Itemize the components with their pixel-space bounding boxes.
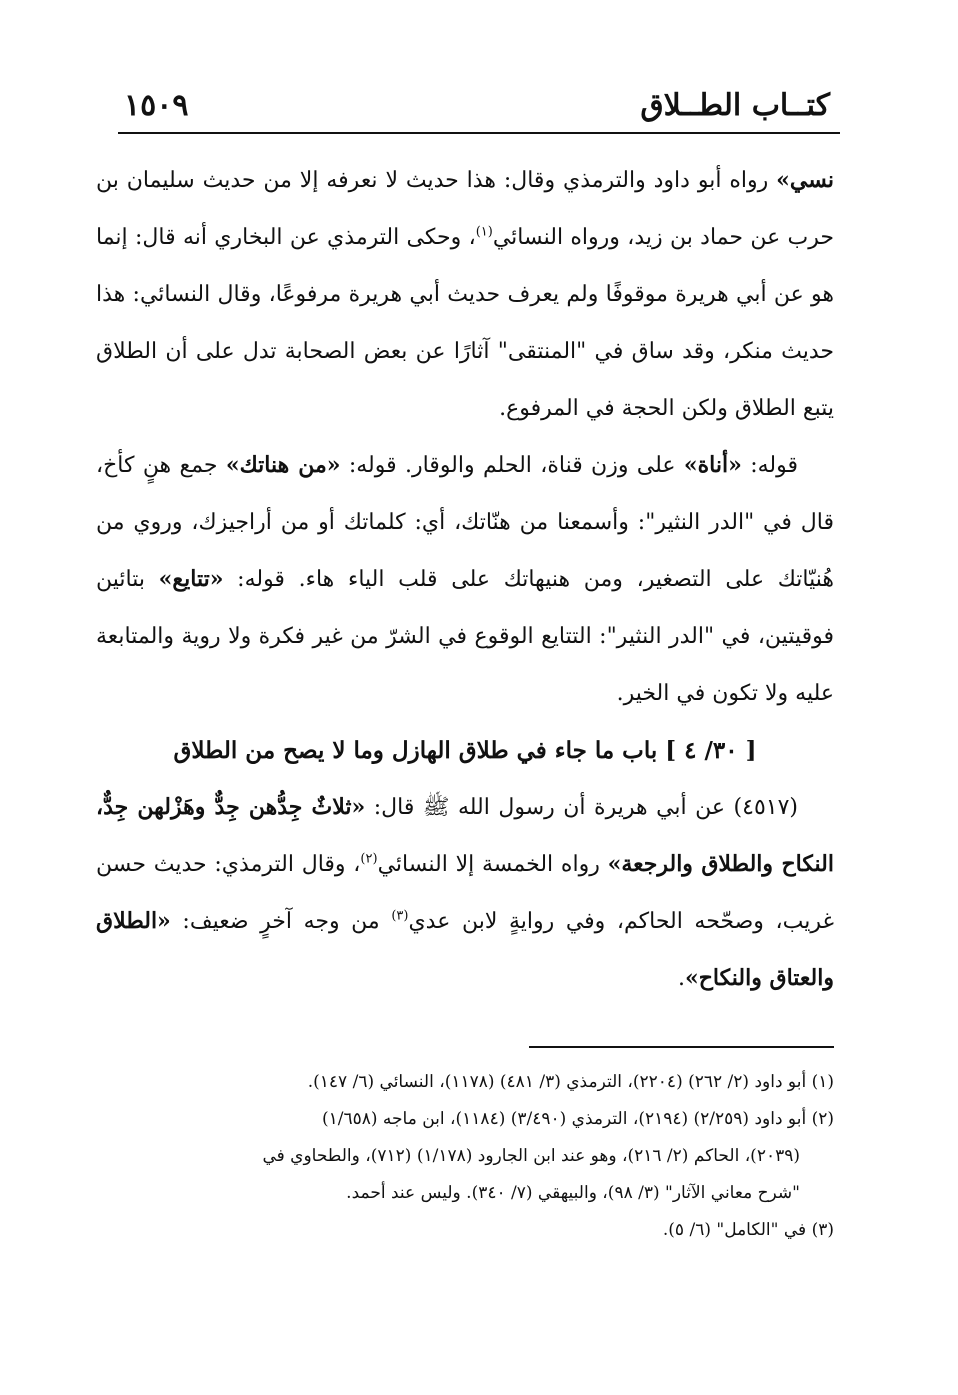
p3-text-e: .: [677, 966, 685, 991]
p1-text-a: رواه أبو داود والترمذي وقال: هذا حديث لا نعرفه إلا من حديث سليمان بن حرب عن حماد بن زيد، ورواه النسائي: [96, 168, 834, 250]
main-text: [96, 152, 834, 1007]
paragraph-2: [96, 437, 834, 722]
p2-bold-b: «من هناتك»: [225, 452, 341, 478]
paragraph-1: [96, 152, 834, 437]
footnote-ref-1[interactable]: (١): [475, 224, 493, 240]
p3-text-b: رواه الخمسة إلا النسائي: [377, 852, 608, 877]
page-header: [118, 82, 840, 134]
p2-text-a: قوله:: [741, 453, 798, 478]
footnote-separator: [529, 1046, 834, 1048]
p1-text-b: ، وحكى الترمذي عن البخاري أنه قال: إنما هو عن أبي هريرة موقوفًا ولم يعرف حديث أبي هريرة مرفوعًا، وقال النسائي: هذا حديث منكر، وقد ساق في "المنتقى" آثارًا عن بعض الصحابة تدل على أن الطلاق يتبع الطلاق ولكن الحجة في المرفوع.: [96, 225, 834, 421]
p2-text-d: بتائين فوقيتين، في "الدر النثير": التتايع الوقوع في الشرّ من غير فكرة ولا روية والمتابعة عليه ولا تكون في الخير.: [96, 567, 834, 706]
chapter-heading: [ ٣٠/ ٤ ] باب ما جاء في طلاق الهازل وما لا يصح من الطلاق: [173, 737, 757, 764]
p2-text-c: جمع هنٍ كأخ، قال في "الدر النثير": وأسمعنا من هنّاتك، أي: كلماتك أو من أراجيزك، وروي من هُنيّاتك على التصغير، ومن هنيهاتك على قلب الياء هاء. قوله:: [96, 453, 835, 592]
footnote-2-cont-2: "شرح معاني الآثار" (٣/ ٩٨)، والبيهقي (٧/ ٣٤٠). وليس عند أحمد.: [346, 1183, 800, 1203]
p1-bold: نسي»: [776, 167, 834, 193]
paragraph-3: [96, 779, 834, 1007]
footnote-1: (١) أبو داود (٢/ ٢٦٢) (٢٢٠٤)، الترمذي (٣/ ٤٨١) (١١٧٨)، النسائي (٦/ ١٤٧).: [307, 1072, 834, 1092]
p3-text-c: ، وقال الترمذي: حديث حسن غريب، وصحّحه الحاكم، وفي روايةٍ لابن عدي: [96, 852, 835, 934]
book-title: كتــاب الطــلاق: [640, 88, 830, 123]
p3-bold-b: «الطلاق والعتاق والنكاح»: [96, 908, 834, 991]
footnote-3: (٣) في "الكامل" (٦/ ٥).: [662, 1220, 834, 1240]
footnote-2: (٢) أبو داود (٢/٢٥٩) (٢١٩٤)، الترمذي (٣/٤٩٠) (١١٨٤)، ابن ماجه (١/٦٥٨): [321, 1109, 834, 1129]
footnote-ref-3[interactable]: (٣): [391, 908, 409, 924]
footnote-2-cont-1: (٢٠٣٩)، الحاكم (٢/ ٢١٦)، وهو عند ابن الجارود (١/١٧٨) (٧١٢)، والطحاوي في: [262, 1146, 800, 1166]
p3-text-d: من وجه آخرٍ ضعيف:: [170, 909, 392, 934]
p2-bold-c: «تتايع»: [158, 566, 224, 592]
p2-text-b: على وزن قناة، الحلم والوقار. قوله:: [340, 453, 684, 478]
p3-text-a: (٤٥١٧) عن أبي هريرة أن رسول الله ﷺ قال:: [365, 795, 798, 820]
p3-bold-a: «ثلاثٌ جِدُّهن جِدٌّ وهَزْلهن جِدٌّ، النكاح والطلاق والرجعة»: [96, 794, 834, 877]
footnotes: [96, 1064, 834, 1249]
footnote-ref-2[interactable]: (٢): [360, 851, 378, 867]
page-number: ١٥٠٩: [124, 88, 189, 123]
p2-bold-a: «أناة»: [683, 452, 742, 478]
